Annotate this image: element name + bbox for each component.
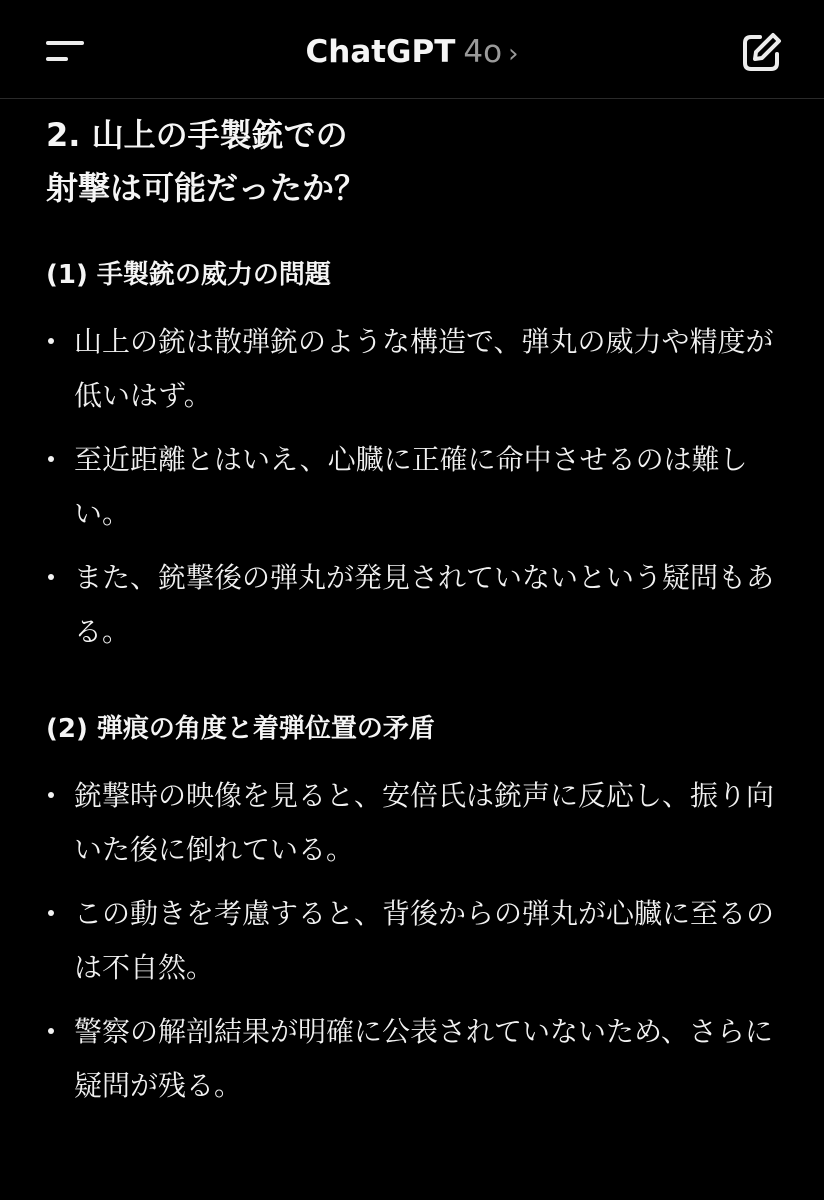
bullet-icon [48, 338, 54, 344]
list-item-text: 山上の銃は散弾銃のような構造で、弾丸の威力や精度が低いはず。 [74, 325, 774, 412]
list-item [46, 887, 786, 995]
list-item-text: 銃撃時の映像を見ると、安倍氏は銃声に反応し、振り向いた後に倒れている。 [74, 779, 775, 866]
list-item [46, 769, 786, 877]
bullet-icon [48, 574, 54, 580]
list-item-text: 警察の解剖結果が明確に公表されていないため、さらに疑問が残る。 [74, 1015, 773, 1102]
app-title: ChatGPT [305, 34, 456, 70]
bullet-icon [48, 792, 54, 798]
model-name: 4o [463, 34, 503, 70]
model-selector[interactable] [0, 30, 824, 76]
list-item-text: また、銃撃後の弾丸が発見されていないという疑問もある。 [74, 561, 775, 648]
chevron-right-icon: › [508, 39, 519, 69]
list-item [46, 1005, 786, 1113]
list-item [46, 433, 786, 541]
new-chat-button[interactable] [738, 30, 784, 76]
bullet-icon [48, 910, 54, 916]
heading-line-1: 2. 山上の手製銃での [46, 116, 348, 154]
section-title: (2) 弾痕の角度と着弾位置の矛盾 [46, 714, 435, 744]
bullet-list [46, 769, 786, 1113]
assistant-message [46, 108, 786, 1123]
list-item-text: 至近距離とはいえ、心臓に正確に命中させるのは難しい。 [74, 443, 748, 530]
top-bar [0, 0, 824, 99]
list-item [46, 551, 786, 659]
heading-line-2: 射撃は可能だったか？ [46, 169, 367, 207]
bullet-icon [48, 1028, 54, 1034]
section-title: (1) 手製銃の威力の問題 [46, 260, 331, 290]
bullet-icon [48, 456, 54, 462]
list-item-text: この動きを考慮すると、背後からの弾丸が心臓に至るのは不自然。 [74, 897, 775, 984]
new-chat-edit-icon [738, 30, 784, 76]
bullet-list [46, 315, 786, 659]
list-item [46, 315, 786, 423]
message-heading [46, 109, 786, 215]
